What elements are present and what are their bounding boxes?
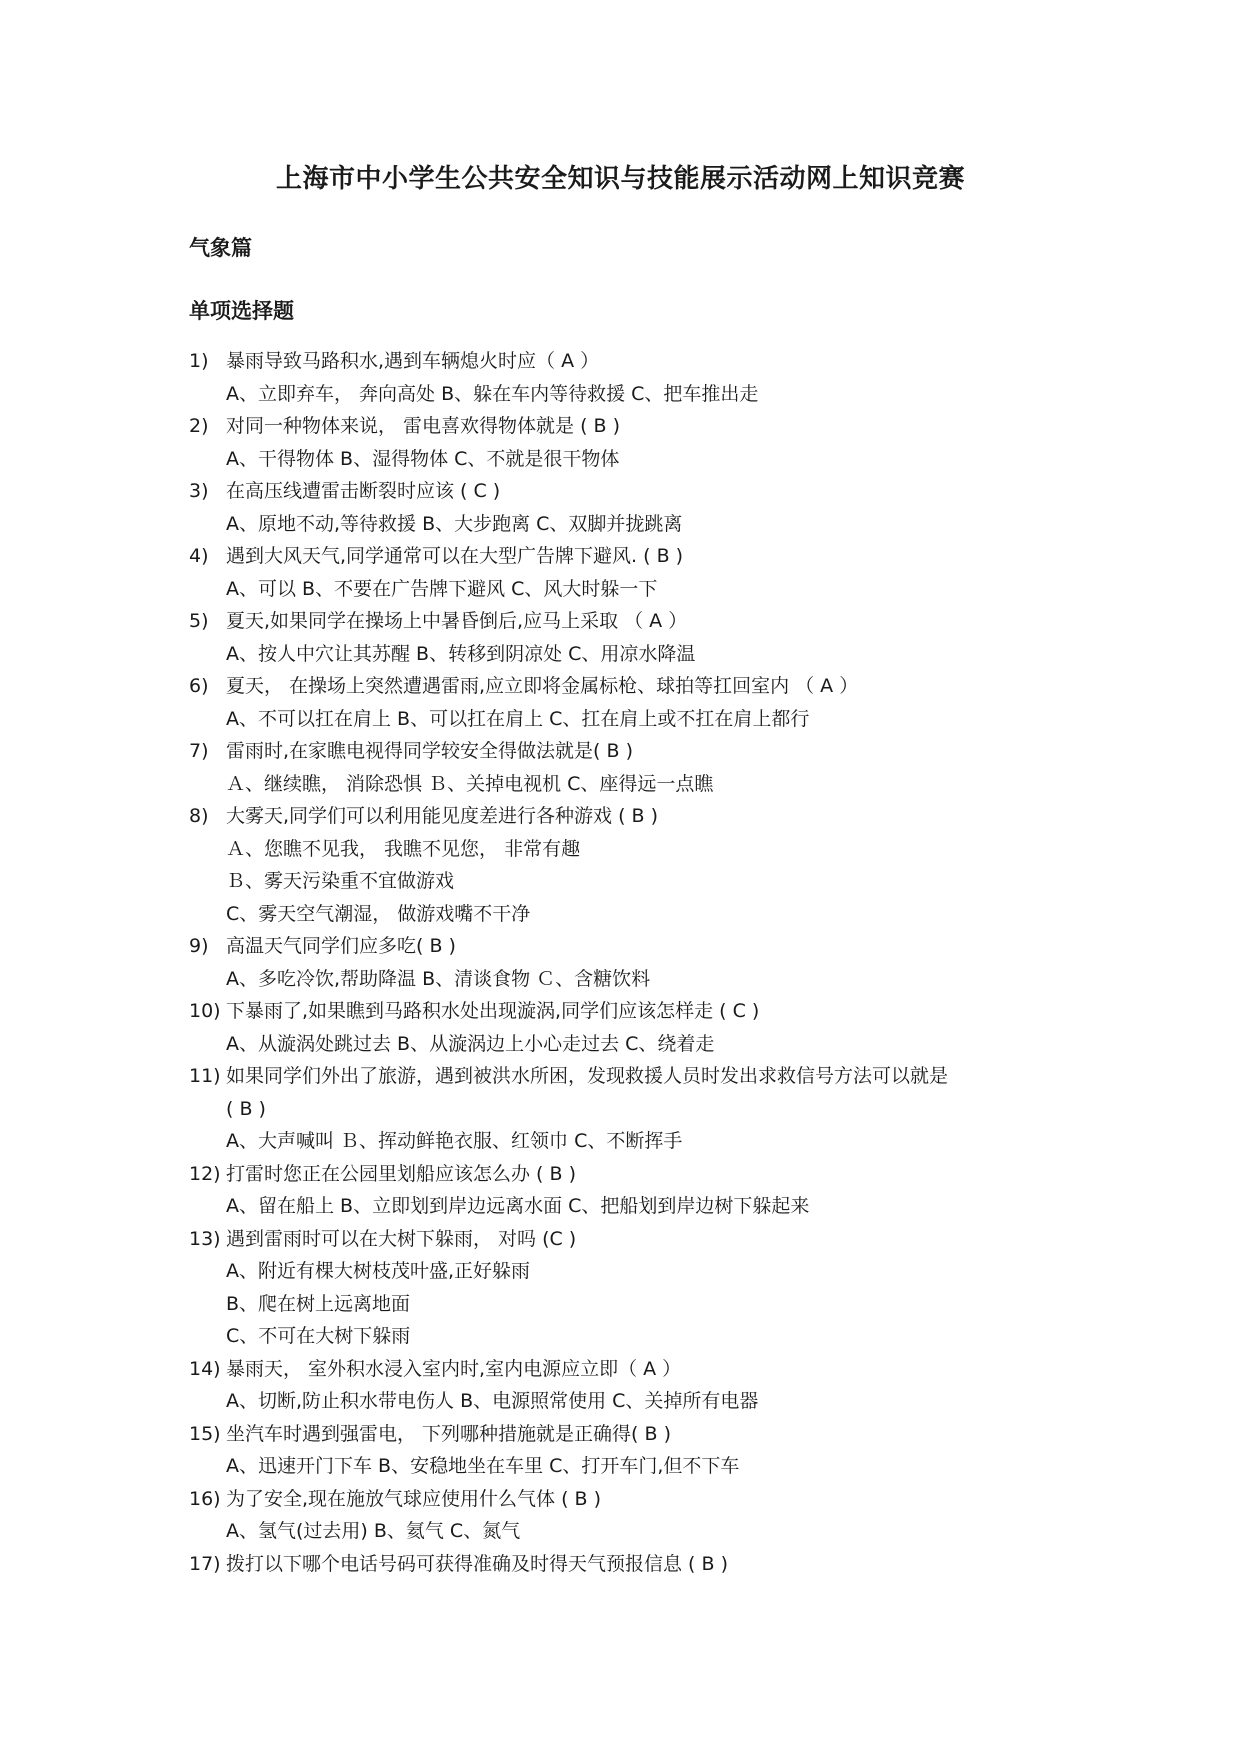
question-list bbox=[189, 345, 1089, 1580]
answer-options-text: A、不可以扛在肩上 B、可以扛在肩上 C、扛在肩上或不扛在肩上都行 bbox=[226, 707, 810, 730]
question-number: 15) bbox=[189, 1422, 221, 1445]
answer-options-text: A、原地不动,等待救援 B、大步跑离 C、双脚并拢跳离 bbox=[226, 512, 683, 535]
answer-options-text: B、爬在树上远离地面 bbox=[226, 1292, 411, 1315]
answer-options-line bbox=[189, 1255, 1089, 1288]
question-text: 雷雨时,在家瞧电视得同学较安全得做法就是( B ) bbox=[226, 740, 633, 762]
answer-options-line bbox=[189, 443, 1089, 476]
question-line bbox=[189, 345, 1089, 378]
question-number: 7) bbox=[189, 740, 209, 762]
question-text: 高温天气同学们应多吃( B ) bbox=[226, 935, 456, 957]
answer-options-line bbox=[189, 1288, 1089, 1321]
answer-options-line bbox=[189, 768, 1089, 801]
answer-options-text: A、迅速开门下车 B、安稳地坐在车里 C、打开车门,但不下车 bbox=[226, 1455, 740, 1477]
answer-options-text: A、氢气(过去用) B、氦气 C、氮气 bbox=[226, 1520, 521, 1542]
question-number: 13) bbox=[189, 1227, 221, 1250]
question-number: 1) bbox=[189, 350, 209, 372]
answer-options-text: C、雾天空气潮湿， 做游戏嘴不干净 bbox=[226, 902, 531, 925]
answer-options-line bbox=[189, 573, 1089, 606]
question-item bbox=[189, 1060, 1089, 1158]
answer-options-line bbox=[189, 865, 1089, 898]
question-number: 4) bbox=[189, 545, 209, 567]
answer-options-text: A、干得物体 B、湿得物体 C、不就是很干物体 bbox=[226, 447, 620, 470]
question-text: 为了安全,现在施放气球应使用什么气体 ( B ) bbox=[226, 1487, 602, 1510]
answer-options-line bbox=[189, 1028, 1089, 1061]
question-item bbox=[189, 1223, 1089, 1353]
answer-options-text: C、不可在大树下躲雨 bbox=[226, 1325, 411, 1347]
question-number: 12) bbox=[189, 1162, 221, 1185]
question-item bbox=[189, 605, 1089, 670]
answer-options-text: A、留在船上 B、立即划到岸边远离水面 C、把船划到岸边树下躲起来 bbox=[226, 1195, 810, 1217]
question-number: 10) bbox=[189, 1000, 221, 1022]
question-line bbox=[189, 800, 1089, 833]
answer-options-text: Ａ、您瞧不见我， 我瞧不见您， 非常有趣 bbox=[226, 837, 581, 860]
answer-options-line bbox=[189, 833, 1089, 866]
question-text: 在高压线遭雷击断裂时应该 ( C ) bbox=[226, 480, 501, 502]
answer-options-text: Ｂ、雾天污染重不宜做游戏 bbox=[226, 870, 455, 892]
answer-options-text: A、附近有棵大树枝茂叶盛,正好躲雨 bbox=[226, 1260, 531, 1282]
question-line bbox=[189, 1158, 1089, 1191]
question-text: 下暴雨了,如果瞧到马路积水处出现漩涡,同学们应该怎样走 ( C ) bbox=[226, 1000, 760, 1022]
answer-options-text: A、从漩涡处跳过去 B、从漩涡边上小心走过去 C、绕着走 bbox=[226, 1032, 715, 1055]
answer-options-line bbox=[189, 378, 1089, 411]
question-number: 14) bbox=[189, 1357, 221, 1380]
answer-options-text: A、按人中穴让其苏醒 B、转移到阴凉处 C、用凉水降温 bbox=[226, 642, 696, 665]
question-number: 5) bbox=[189, 610, 209, 632]
answer-options-line bbox=[189, 898, 1089, 931]
question-text: 遇到雷雨时可以在大树下躲雨， 对吗 (C ) bbox=[226, 1227, 577, 1250]
question-line bbox=[189, 1483, 1089, 1516]
document-title: 上海市中小学生公共安全知识与技能展示活动网上知识竞赛 bbox=[275, 164, 965, 194]
question-text: 夏天， 在操场上突然遭遇雷雨,应立即将金属标枪、球拍等扛回室内 （ A ） bbox=[226, 675, 859, 697]
question-item bbox=[189, 800, 1089, 930]
question-item bbox=[189, 1418, 1089, 1483]
question-text: 大雾天,同学们可以利用能见度差进行各种游戏 ( B ) bbox=[226, 805, 659, 827]
answer-options-text: A、多吃冷饮,帮助降温 B、清谈食物 Ｃ、含糖饮料 bbox=[226, 967, 651, 990]
question-number: 2) bbox=[189, 415, 209, 437]
question-number: 9) bbox=[189, 935, 209, 957]
question-item bbox=[189, 735, 1089, 800]
question-line bbox=[189, 1223, 1089, 1256]
question-line bbox=[189, 540, 1089, 573]
question-text: 对同一种物体来说， 雷电喜欢得物体就是 ( B ) bbox=[226, 415, 621, 437]
answer-options-line bbox=[189, 1320, 1089, 1353]
question-item bbox=[189, 475, 1089, 540]
answer-options-text: A、切断,防止积水带电伤人 B、电源照常使用 C、关掉所有电器 bbox=[226, 1390, 759, 1412]
question-number: 6) bbox=[189, 675, 209, 697]
answer-options-line bbox=[189, 703, 1089, 736]
answer-options-text: ( B ) bbox=[226, 1097, 266, 1120]
question-item bbox=[189, 345, 1089, 410]
answer-options-text: A、可以 B、不要在广告牌下避风 C、风大时躲一下 bbox=[226, 577, 658, 600]
question-item bbox=[189, 1353, 1089, 1418]
question-text: 暴雨导致马路积水,遇到车辆熄火时应（ A ） bbox=[226, 350, 600, 372]
question-item bbox=[189, 1548, 1089, 1581]
question-item bbox=[189, 410, 1089, 475]
answer-options-text: A、立即弃车， 奔向高处 B、躲在车内等待救援 C、把车推出走 bbox=[226, 382, 759, 405]
question-number: 11) bbox=[189, 1065, 221, 1087]
question-text: 坐汽车时遇到强雷电， 下列哪种措施就是正确得( B ) bbox=[226, 1422, 671, 1445]
question-line bbox=[189, 1353, 1089, 1386]
question-item bbox=[189, 670, 1089, 735]
question-line bbox=[189, 1548, 1089, 1581]
question-line bbox=[189, 605, 1089, 638]
answer-options-line bbox=[189, 508, 1089, 541]
question-line bbox=[189, 930, 1089, 963]
question-item bbox=[189, 1483, 1089, 1548]
answer-options-text: Ａ、继续瞧， 消除恐惧 Ｂ、关掉电视机 C、座得远一点瞧 bbox=[226, 772, 714, 795]
section-heading: 气象篇 bbox=[189, 236, 252, 260]
question-type-heading: 单项选择题 bbox=[189, 299, 294, 323]
question-item bbox=[189, 540, 1089, 605]
answer-options-text: A、大声喊叫 Ｂ、挥动鲜艳衣服、红领巾 C、不断挥手 bbox=[226, 1130, 683, 1152]
answer-options-line bbox=[189, 638, 1089, 671]
question-item bbox=[189, 930, 1089, 995]
question-line bbox=[189, 1060, 1089, 1093]
answer-options-line bbox=[189, 1450, 1089, 1483]
answer-options-line bbox=[189, 1190, 1089, 1223]
answer-options-line bbox=[189, 1125, 1089, 1158]
question-text: 如果同学们外出了旅游，遇到被洪水所困，发现救援人员时发出求救信号方法可以就是 bbox=[226, 1065, 949, 1087]
question-line bbox=[189, 995, 1089, 1028]
question-number: 16) bbox=[189, 1487, 221, 1510]
question-text: 夏天,如果同学在操场上中暑昏倒后,应马上采取 （ A ） bbox=[226, 610, 688, 632]
question-number: 17) bbox=[189, 1552, 221, 1575]
question-line bbox=[189, 1418, 1089, 1451]
answer-options-line bbox=[189, 963, 1089, 996]
question-number: 8) bbox=[189, 805, 209, 827]
question-text: 暴雨天， 室外积水浸入室内时,室内电源应立即（ A ） bbox=[226, 1357, 682, 1380]
question-text: 拨打以下哪个电话号码可获得准确及时得天气预报信息 ( B ) bbox=[226, 1552, 728, 1575]
question-item bbox=[189, 1158, 1089, 1223]
question-line bbox=[189, 475, 1089, 508]
question-item bbox=[189, 995, 1089, 1060]
question-text: 打雷时您正在公园里划船应该怎么办 ( B ) bbox=[226, 1162, 576, 1185]
question-text: 遇到大风天气,同学通常可以在大型广告牌下避风. ( B ) bbox=[226, 545, 684, 567]
question-line bbox=[189, 410, 1089, 443]
answer-options-line bbox=[189, 1385, 1089, 1418]
question-number: 3) bbox=[189, 480, 209, 502]
question-line bbox=[189, 735, 1089, 768]
question-line bbox=[189, 670, 1089, 703]
answer-options-line bbox=[189, 1515, 1089, 1548]
answer-options-line bbox=[189, 1093, 1089, 1126]
